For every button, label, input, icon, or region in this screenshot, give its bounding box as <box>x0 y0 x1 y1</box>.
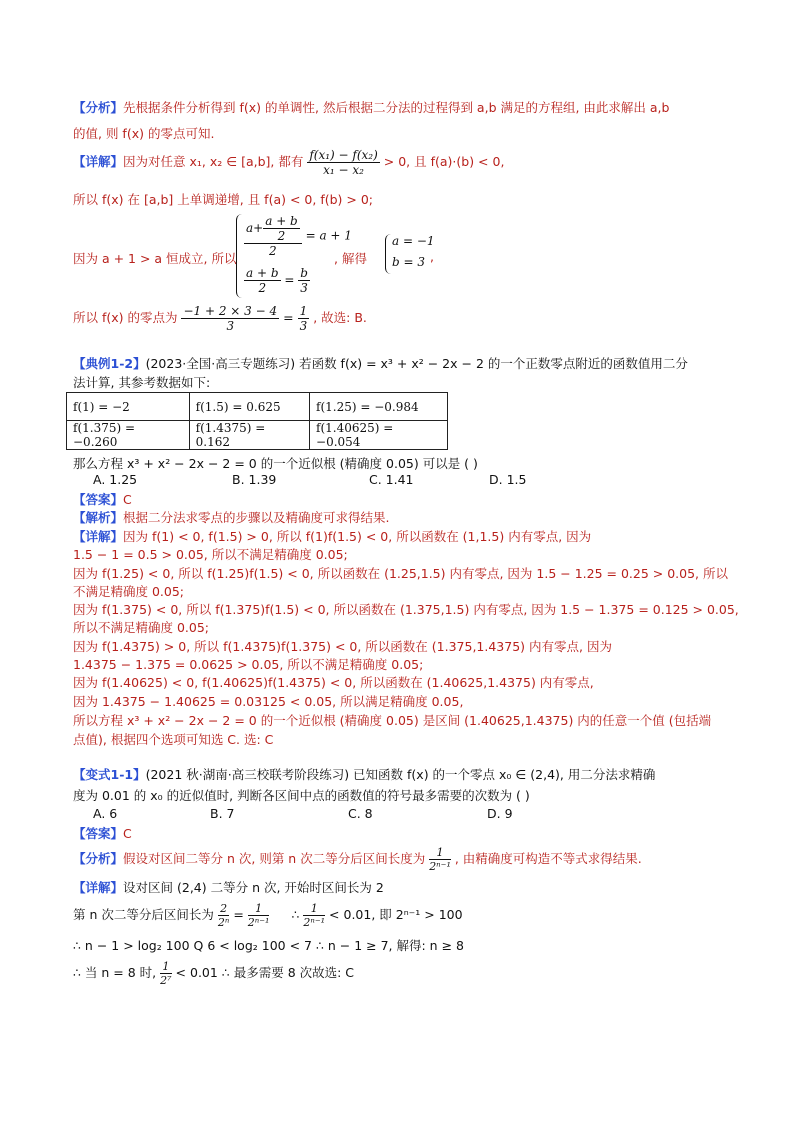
step1-fraction-1 <box>218 902 229 929</box>
detail-tag: 【详解】 <box>73 154 124 169</box>
detail-step-8: 1.4375 − 1.375 = 0.0625 > 0.05, 所以不满足精确度 0.05; <box>73 657 424 672</box>
variant-option-a: A. 6 <box>93 806 118 821</box>
solution-row-1: a = −1 <box>392 234 435 248</box>
zero-eq: = <box>283 310 294 325</box>
system-row-1-right: = a + 1 <box>305 228 352 243</box>
detail-text-4a: 所以 f(x) 的零点为 <box>73 310 178 325</box>
system-row-1-den: 2 <box>269 244 277 258</box>
system-row-2-num: a + b <box>246 266 279 280</box>
table-cell: f(1) = −2 <box>67 393 190 421</box>
option-c: C. 1.41 <box>369 472 414 487</box>
table-cell: f(1.4375) = 0.162 <box>189 421 309 450</box>
analysis-line-2: 的值, 则 f(x) 的零点可知. <box>73 126 215 141</box>
system-row-1-left: a+ <box>246 221 264 235</box>
system-row-2-fraction <box>244 266 281 295</box>
table-cell: f(1.5) = 0.625 <box>189 393 309 421</box>
option-b: B. 1.39 <box>232 472 277 487</box>
step1-fraction-3-num: 1 <box>303 902 325 916</box>
zero-fraction-den: 3 <box>226 319 235 333</box>
variant-analysis-text-a: 假设对区间二等分 n 次, 则第 n 次二等分后区间长度为 <box>123 851 426 866</box>
system-row-2-right-num: b <box>300 266 308 280</box>
step1-fraction-1-den: 2ⁿ <box>217 916 230 929</box>
example-question: 那么方程 x³ + x² − 2x − 2 = 0 的一个近似根 (精确度 0.05) 可以是 ( ) <box>73 456 478 471</box>
variant-detail-tag: 【详解】 <box>73 880 124 895</box>
monotonic-fraction-den: x₁ − x₂ <box>323 163 364 177</box>
interval-length-den: 2ⁿ⁻¹ <box>429 860 451 873</box>
example-line-2: 法计算, 其参考数据如下: <box>73 375 211 390</box>
variant-analysis-tag: 【分析】 <box>73 851 124 866</box>
table-cell: f(1.25) = −0.984 <box>310 393 448 421</box>
solution-brace-left <box>385 234 391 274</box>
detail-step-2: 1.5 − 1 = 0.5 > 0.05, 所以不满足精确度 0.05; <box>73 547 348 562</box>
variant-analysis-text-b: , 由精确度可构造不等式求得结果. <box>454 851 642 866</box>
answer-value: C <box>123 492 132 507</box>
step1-fraction-2 <box>248 902 270 929</box>
step1-fraction-3-den: 2ⁿ⁻¹ <box>303 916 326 929</box>
zero-result <box>298 304 310 333</box>
analysis-tag-2: 【解析】 <box>73 510 124 525</box>
variant-text-1: (2021 秋·湖南·高三校联考阶段练习) 已知函数 f(x) 的一个零点 x₀ ∈ (2,4), 用二分法求精确 <box>145 767 656 782</box>
option-a: A. 1.25 <box>93 472 138 487</box>
zero-fraction-num: −1 + 2 × 3 − 4 <box>183 304 278 318</box>
option-d: D. 1.5 <box>489 472 527 487</box>
detail-line-3c: , <box>430 249 434 264</box>
step1-eq: = <box>233 907 244 922</box>
table-cell: f(1.40625) = −0.054 <box>310 421 448 450</box>
table-row <box>67 421 448 450</box>
detail-line-4 <box>73 304 367 333</box>
variant-answer-value: C <box>123 826 132 841</box>
variant-detail-text: 设对区间 (2,4) 二等分 n 次, 开始时区间长为 2 <box>123 880 384 895</box>
step3-fraction-num: 1 <box>160 960 171 974</box>
variant-answer-tag: 【答案】 <box>73 826 124 841</box>
variant-tag: 【变式1-1】 <box>73 767 146 782</box>
table-cell: f(1.375) = −0.260 <box>67 421 190 450</box>
variant-step-3a: ∴ 当 n = 8 时, <box>73 965 157 980</box>
zero-fraction <box>181 304 279 333</box>
zero-result-den: 3 <box>299 319 308 333</box>
detail-step-9: 因为 f(1.40625) < 0, f(1.40625)f(1.4375) < 0, 所以函数在 (1.40625,1.4375) 内有零点, <box>73 675 594 690</box>
variant-step-1 <box>73 902 463 929</box>
table-row <box>67 393 448 421</box>
analysis-text-1: 先根据条件分析得到 f(x) 的单调性, 然后根据二分法的过程得到 a,b 满足的方程组, 由此求解出 a,b <box>123 100 670 115</box>
detail-text-1a: 因为对任意 x₁, x₂ ∈ [a,b], 都有 <box>123 154 304 169</box>
step3-fraction-den: 2⁷ <box>160 974 172 987</box>
variant-line-1 <box>73 765 655 783</box>
detail-step-7: 因为 f(1.4375) > 0, 所以 f(1.4375)f(1.375) < 0, 所以函数在 (1.375,1.4375) 内有零点, 因为 <box>73 639 612 654</box>
system-brace-left <box>236 214 243 298</box>
variant-analysis <box>73 846 642 873</box>
system-row-2-right <box>298 266 310 295</box>
system-row-2-den: 2 <box>258 281 267 295</box>
variant-step-2: ∴ n − 1 > log₂ 100 Q 6 < log₂ 100 < 7 ∴ n − 1 ≥ 7, 解得: n ≥ 8 <box>73 938 464 953</box>
detail-step-10: 因为 1.4375 − 1.40625 = 0.03125 < 0.05, 所以满足精确度 0.05, <box>73 694 464 709</box>
variant-option-b: B. 7 <box>210 806 235 821</box>
variant-detail <box>73 878 384 896</box>
detail-step-5: 因为 f(1.375) < 0, 所以 f(1.375)f(1.5) < 0, 所以函数在 (1.375,1.5) 内有零点, 因为 1.5 − 1.375 = 0.125 > 0.05, <box>73 602 739 617</box>
detail-step-12: 点值), 根据四个选项可知选 C. 选: C <box>73 732 274 747</box>
interval-length-fraction <box>429 846 451 873</box>
answer-tag: 【答案】 <box>73 492 124 507</box>
variant-step-3b: < 0.01 ∴ 最多需要 8 次故选: C <box>175 965 355 980</box>
example-line-1 <box>73 354 688 372</box>
detail-step-3: 因为 f(1.25) < 0, 所以 f(1.25)f(1.5) < 0, 所以函数在 (1.25,1.5) 内有零点, 因为 1.5 − 1.25 = 0.25 > 0.05, 所以 <box>73 566 728 581</box>
system-row-1-fraction <box>244 214 302 258</box>
system-inner-num: a + b <box>265 214 298 228</box>
variant-step-3 <box>73 960 354 987</box>
step1-therefore: ∴ <box>291 907 300 922</box>
detail-step-11: 所以方程 x³ + x² − 2x − 2 = 0 的一个近似根 (精确度 0.05) 是区间 (1.40625,1.4375) 内的任意一个值 (包括端 <box>73 713 712 728</box>
step3-fraction <box>160 960 171 987</box>
detail-step-1: 因为 f(1) < 0, f(1.5) > 0, 所以 f(1)f(1.5) < 0, 所以函数在 (1,1.5) 内有零点, 因为 <box>123 529 592 544</box>
detail-step-6: 所以不满足精确度 0.05; <box>73 620 210 635</box>
detail-tag-2: 【详解】 <box>73 529 124 544</box>
system-row-2-right-den: 3 <box>300 281 308 295</box>
example-detail-1 <box>73 527 591 545</box>
variant-step-1a: 第 n 次二等分后区间长为 <box>73 907 214 922</box>
step1-fraction-2-den: 2ⁿ⁻¹ <box>247 916 270 929</box>
example-analysis <box>73 508 390 526</box>
monotonic-fraction-num: f(x₁) − f(x₂) <box>309 148 378 162</box>
detail-line-2: 所以 f(x) 在 [a,b] 上单调递增, 且 f(a) < 0, f(b) > 0; <box>73 192 373 207</box>
system-inner-den: 2 <box>277 229 286 243</box>
zero-result-num: 1 <box>299 304 308 318</box>
variant-option-d: D. 9 <box>487 806 513 821</box>
system-inner-fraction <box>263 214 300 243</box>
reference-data-table <box>66 392 448 450</box>
step1-fraction-1-num: 2 <box>218 902 229 916</box>
step1-fraction-3 <box>303 902 325 929</box>
step1-fraction-2-num: 1 <box>248 902 270 916</box>
variant-option-c: C. 8 <box>348 806 373 821</box>
detail-line-1 <box>73 148 504 177</box>
monotonic-fraction <box>307 148 379 177</box>
variant-answer <box>73 824 132 842</box>
detail-line-3a: 因为 a + 1 > a 恒成立, 所以 <box>73 251 237 266</box>
example-text-1: (2023·全国·高三专题练习) 若函数 f(x) = x³ + x² − 2x − 2 的一个正数零点附近的函数值用二分 <box>145 356 688 371</box>
system-row-2: $\frac{a + b}{2}$ = $\frac{b}{3}$ <box>246 266 308 295</box>
detail-line-3b: , 解得 <box>334 251 367 266</box>
example-answer <box>73 490 132 508</box>
solution-row-2: b = 3 <box>392 255 425 269</box>
analysis-tag: 【分析】 <box>73 100 124 115</box>
analysis-line-1 <box>73 98 669 116</box>
detail-text-4c: , 故选: B. <box>313 310 367 325</box>
step1-tail: < 0.01, 即 2ⁿ⁻¹ > 100 <box>329 907 463 922</box>
detail-step-4: 不满足精确度 0.05; <box>73 584 185 599</box>
detail-text-1b: > 0, 且 f(a)·(b) < 0, <box>383 154 505 169</box>
analysis-text-2: 根据二分法求零点的步骤以及精确度可求得结果. <box>123 510 390 525</box>
interval-length-num: 1 <box>429 846 451 860</box>
example-tag: 【典例1-2】 <box>73 356 146 371</box>
variant-line-2: 度为 0.01 的 x₀ 的近似值时, 判断各区间中点的函数值的符号最多需要的次数为 ( ) <box>73 788 530 803</box>
